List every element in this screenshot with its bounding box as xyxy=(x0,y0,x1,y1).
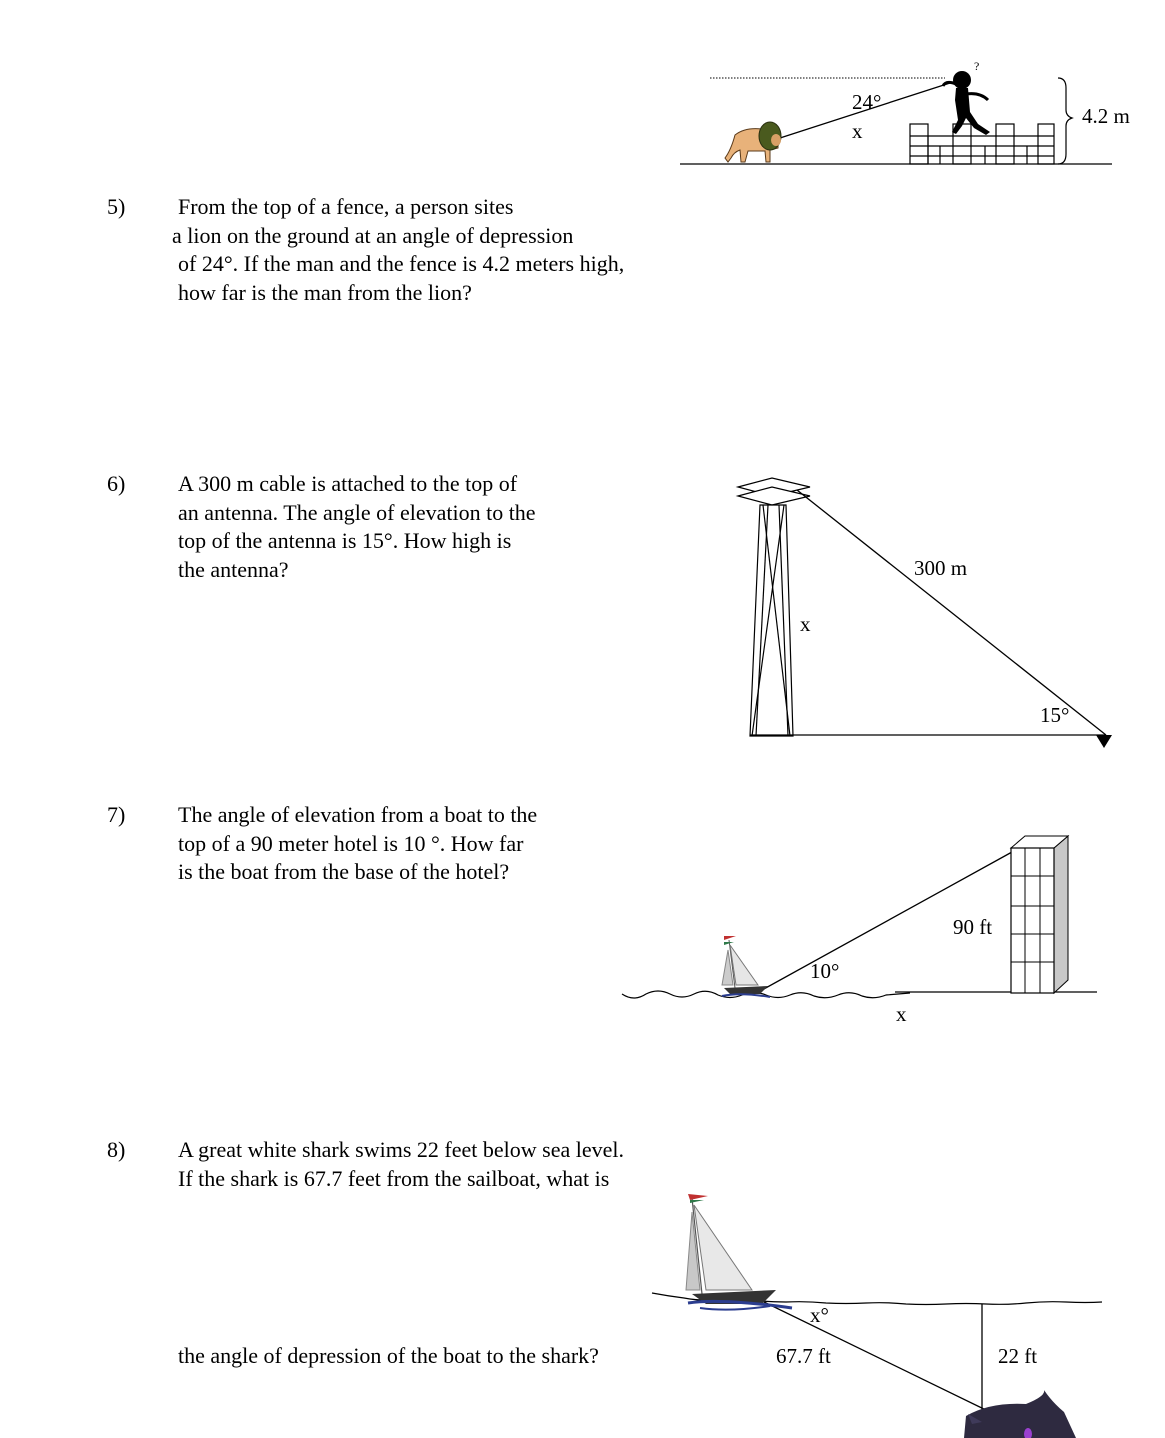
cable-line xyxy=(797,490,1106,735)
problem-8-continuation: the angle of depression of the boat to the shark? xyxy=(178,1343,599,1368)
problem-5-number: 5) xyxy=(107,194,126,219)
height-brace xyxy=(1058,78,1072,164)
figure-6-unknown: x xyxy=(800,612,811,636)
problem-8-number: 8) xyxy=(107,1137,126,1162)
problem-5-line-4: how far is the man from the lion? xyxy=(178,279,472,305)
figure-5-unknown: x xyxy=(852,119,863,143)
figure-7 xyxy=(622,836,1097,1026)
anchor-icon xyxy=(1096,735,1112,748)
figure-5-angle: 24° xyxy=(852,90,882,114)
problem-8-line-1: A great white shark swims 22 feet below sea level. xyxy=(178,1137,624,1162)
figure-7-height: 90 ft xyxy=(953,915,993,939)
problem-6-line-4: the antenna? xyxy=(178,556,289,582)
problem-7-line-2: top of a 90 meter hotel is 10 °. How far xyxy=(178,830,524,856)
figure-8-depth: 22 ft xyxy=(998,1344,1038,1368)
problem-6-number: 6) xyxy=(107,471,126,496)
antenna-icon xyxy=(738,478,810,736)
figure-6-cable: 300 m xyxy=(914,556,968,580)
shark-icon xyxy=(964,1390,1076,1438)
figure-8-angle: x° xyxy=(810,1303,829,1327)
problem-7-line-1: The angle of elevation from a boat to the xyxy=(178,802,538,827)
lion-icon xyxy=(725,122,781,162)
figure-8 xyxy=(652,1194,1102,1438)
figure-7-angle: 10° xyxy=(810,959,840,983)
problem-8-line-2: If the shark is 67.7 feet from the sailboat, what is xyxy=(178,1165,610,1191)
figure-5-height: 4.2 m xyxy=(1082,104,1130,128)
figure-8-distance: 67.7 ft xyxy=(776,1344,831,1368)
hotel-icon xyxy=(1011,836,1068,993)
problem-6-line-3: top of the antenna is 15°. How high is xyxy=(178,528,512,553)
problem-5-line-2: a lion on the ground at an angle of depression xyxy=(172,222,574,248)
problem-6-line-1: A 300 m cable is attached to the top of xyxy=(178,471,518,496)
figure-6-angle: 15° xyxy=(1040,703,1070,727)
svg-text:?: ? xyxy=(974,59,980,73)
problem-5-line-3: of 24°. If the man and the fence is 4.2 meters high, xyxy=(178,251,625,276)
figure-6 xyxy=(738,478,1112,748)
problem-5-line-1: From the top of a fence, a person sites xyxy=(178,194,514,219)
problem-7-number: 7) xyxy=(107,802,126,827)
problem-7-line-3: is the boat from the base of the hotel? xyxy=(178,859,510,884)
problem-6-line-2: an antenna. The angle of elevation to the xyxy=(178,499,536,525)
figure-5 xyxy=(680,59,1130,164)
sailboat-icon xyxy=(722,936,770,997)
sailboat-icon xyxy=(686,1194,792,1310)
figure-7-unknown: x xyxy=(896,1002,907,1026)
